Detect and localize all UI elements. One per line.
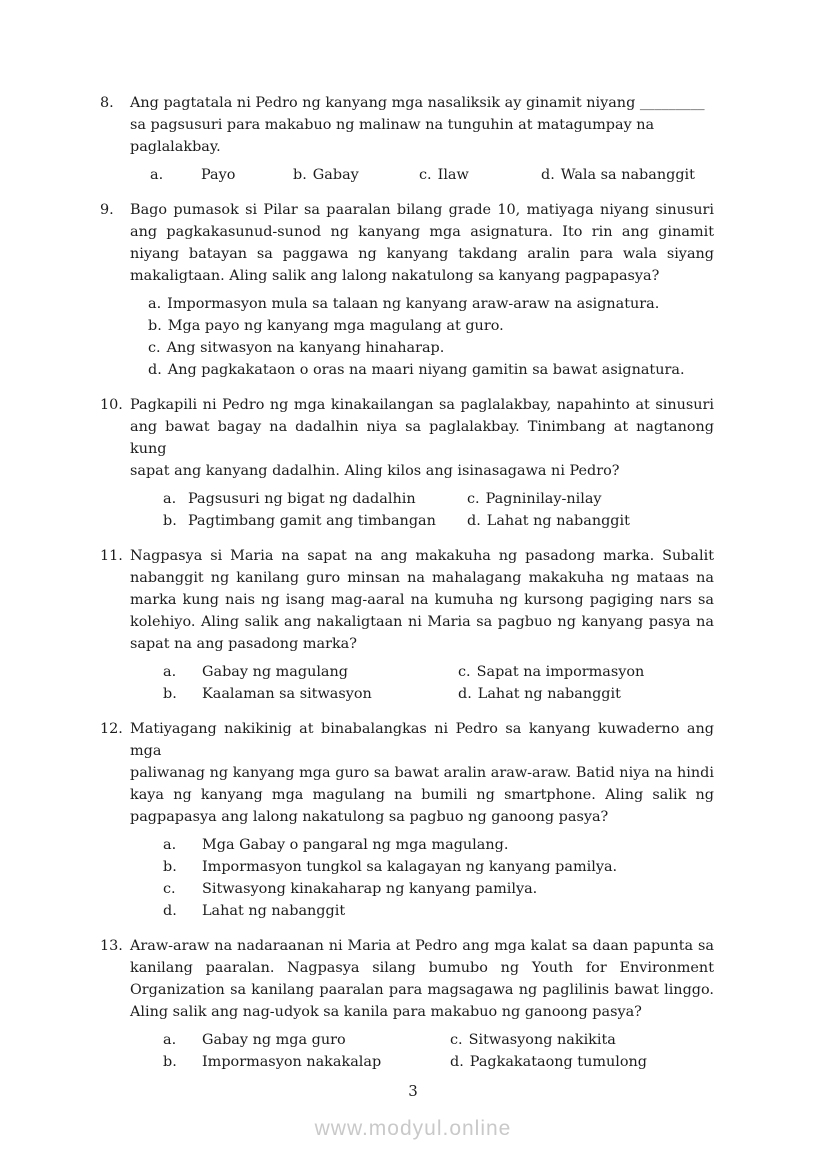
question-text-line: Aling salik ang nag-udyok sa kanila para makabuo ng ganoong pasya? [130,1004,642,1020]
question-text-line: paglalakbay. [130,139,221,155]
question-text-line: paliwanag ng kanyang mga guro sa bawat aralin araw-araw. Batid niya na hindi [130,765,714,781]
question-body [130,199,714,381]
question-text-line: ang pagkakasunud-sunod ng kanyang mga asignatura. Ito rin ang ginamit [130,224,714,240]
question-text-line: Araw-araw na nadaraanan ni Maria at Pedro ang mga kalat sa daan papunta sa [130,938,714,954]
option-a-text: Payo [201,167,236,183]
option-c [419,164,469,186]
question-text-line: kolehiyo. Aling salik ang nakaligtaan ni Maria sa pagbuo ng kanyang pasya na [130,614,714,630]
options-row-1 [130,1029,714,1051]
option-a-text: Mga Gabay o pangaral ng mga magulang. [202,837,509,853]
option-a-letter: a. [150,167,164,183]
question-text-line: sapat na ang pasadong marka? [130,636,357,652]
option-c-text: Sitwasyong nakikita [468,1032,616,1048]
option-a-letter: a. [148,296,162,312]
option-a-letter: a. [163,837,177,853]
options-row-2 [130,1051,714,1073]
question-number: 8. [100,95,114,111]
options-list [130,293,714,381]
options-row-2 [130,683,714,705]
option-a-letter: a. [163,664,177,680]
option-a-letter: a. [163,1032,177,1048]
options-row-1 [130,661,714,683]
option-d [467,510,630,532]
question-body [130,718,714,922]
question-text-line: kanilang paaralan. Nagpasya silang bumubo ng Youth for Environment [130,960,714,976]
question-text [130,394,714,482]
question-8 [100,92,714,186]
option-c-text: Sapat na impormasyon [476,664,645,680]
option-c [458,661,644,683]
options-row-2 [130,510,714,532]
option-d-letter: d. [541,167,555,183]
question-text [130,935,714,1023]
question-text-line: pagpapasya ang lalong nakatulong sa pagbuo ng ganoong pasya? [130,809,609,825]
option-b [293,164,359,186]
question-number: 13. [100,938,123,954]
question-text-line: ang bawat bagay na dadalhin niya sa paglalakbay. Tinimbang at nagtanong kung [130,419,714,457]
question-text-line: Organization sa kanilang paaralan para magsagawa ng paglilinis bawat linggo. [130,982,714,998]
option-b-text: Pagtimbang gamit ang timbangan [188,513,436,529]
option-b-text: Mga payo ng kanyang mga magulang at guro. [167,318,504,334]
option-c-text: Ilaw [437,167,469,183]
option-c-letter: c. [450,1032,463,1048]
question-number: 9. [100,202,114,218]
option-c-letter: c. [148,340,161,356]
option-d [458,683,621,705]
option-c-letter: c. [419,167,432,183]
option-d [130,359,714,381]
option-d-text: Lahat ng nabanggit [486,513,630,529]
question-13 [100,935,714,1073]
question-text-line: sa pagsusuri para makabuo ng malinaw na tunguhin at matagumpay na [130,117,655,133]
option-b-letter: b. [163,859,177,875]
option-c-letter: c. [163,881,176,897]
option-b-letter: b. [163,1054,177,1070]
question-text-line: marka kung nais ng isang mag-aaral na kumuha ng kursong pagiging nars sa [130,592,714,608]
option-a-text: Gabay ng mga guro [202,1032,346,1048]
question-9 [100,199,714,381]
option-d-letter: d. [148,362,162,378]
question-number: 11. [100,548,123,564]
question-text-line: Bago pumasok si Pilar sa paaralan bilang grade 10, matiyaga niyang sinusuri [130,202,714,218]
option-d-text: Lahat ng nabanggit [477,686,621,702]
question-text [130,718,714,828]
option-b-letter: b. [293,167,307,183]
option-b-text: Gabay [312,167,359,183]
option-b-text: Impormasyon nakakalap [202,1054,382,1070]
option-b [130,856,714,878]
option-b [130,315,714,337]
question-text-line: Ang pagtatala ni Pedro ng kanyang mga nasaliksik ay ginamit niyang _________ [130,95,705,111]
option-d [450,1051,647,1073]
question-text [130,545,714,655]
option-b-text: Kaalaman sa sitwasyon [202,686,372,702]
option-d-letter: d. [467,513,481,529]
option-a-text: Impormasyon mula sa talaan ng kanyang araw-araw na asignatura. [167,296,660,312]
option-d-text: Pagkakataong tumulong [469,1054,648,1070]
option-c-text: Pagninilay-nilay [485,491,602,507]
option-a-letter: a. [163,491,177,507]
option-c [467,488,602,510]
option-d-text: Ang pagkakataon o oras na maari niyang gamitin sa bawat asignatura. [167,362,685,378]
question-text-line: nabanggit ng kanilang guro minsan na mahalagang makakuha ng mataas na [130,570,714,586]
option-c-letter: c. [467,491,480,507]
option-d-letter: d. [450,1054,464,1070]
options-row [130,164,714,186]
option-d-text: Wala sa nabanggit [560,167,695,183]
options-grid [130,661,714,705]
question-number: 10. [100,397,123,413]
options-grid [130,488,714,532]
page-number: 3 [408,1082,418,1100]
option-c [450,1029,616,1051]
question-text-line: Matiyagang nakikinig at binabalangkas ni Pedro sa kanyang kuwaderno ang mga [130,721,714,759]
question-number: 12. [100,721,123,737]
option-b-letter: b. [163,686,177,702]
question-body [130,394,714,532]
option-c [130,337,714,359]
question-12 [100,718,714,922]
option-a [130,293,714,315]
question-body [130,92,714,186]
question-text-line: makaligtaan. Aling salik ang lalong nakatulong sa kanyang pagpapasya? [130,268,660,284]
question-text-line: Pagkapili ni Pedro ng mga kinakailangan sa paglalakbay, napahinto at sinusuri [130,397,714,413]
questions-list [100,92,714,1086]
option-d-letter: d. [458,686,472,702]
options-list [130,834,714,922]
question-text-line: sapat ang kanyang dadalhin. Aling kilos ang isinasagawa ni Pedro? [130,463,620,479]
question-text-line: kaya ng kanyang mga magulang na bumili ng smartphone. Aling salik ng [130,787,714,803]
question-11 [100,545,714,705]
question-body [130,545,714,705]
question-body [130,935,714,1073]
question-text [130,92,714,158]
watermark: www.modyul.online [314,1117,512,1140]
options-row-1 [130,488,714,510]
option-c-text: Sitwasyong kinakaharap ng kanyang pamilya. [202,881,538,897]
option-a-text: Gabay ng magulang [202,664,348,680]
question-text [130,199,714,287]
option-c-letter: c. [458,664,471,680]
option-d-text: Lahat ng nabanggit [202,903,346,919]
option-b-letter: b. [163,513,177,529]
option-b-text: Impormasyon tungkol sa kalagayan ng kanyang pamilya. [202,859,618,875]
option-c-text: Ang sitwasyon na kanyang hinaharap. [166,340,445,356]
option-d-letter: d. [163,903,177,919]
option-c [130,878,714,900]
question-text-line: niyang batayan sa paggawa ng kanyang takdang aralin para wala siyang [130,246,714,262]
question-10 [100,394,714,532]
option-d [541,164,695,186]
option-a [130,834,714,856]
option-b-letter: b. [148,318,162,334]
option-d [130,900,714,922]
option-a-text: Pagsusuri ng bigat ng dadalhin [188,491,416,507]
question-text-line: Nagpasya si Maria na sapat na ang makakuha ng pasadong marka. Subalit [130,548,714,564]
options-grid [130,1029,714,1073]
